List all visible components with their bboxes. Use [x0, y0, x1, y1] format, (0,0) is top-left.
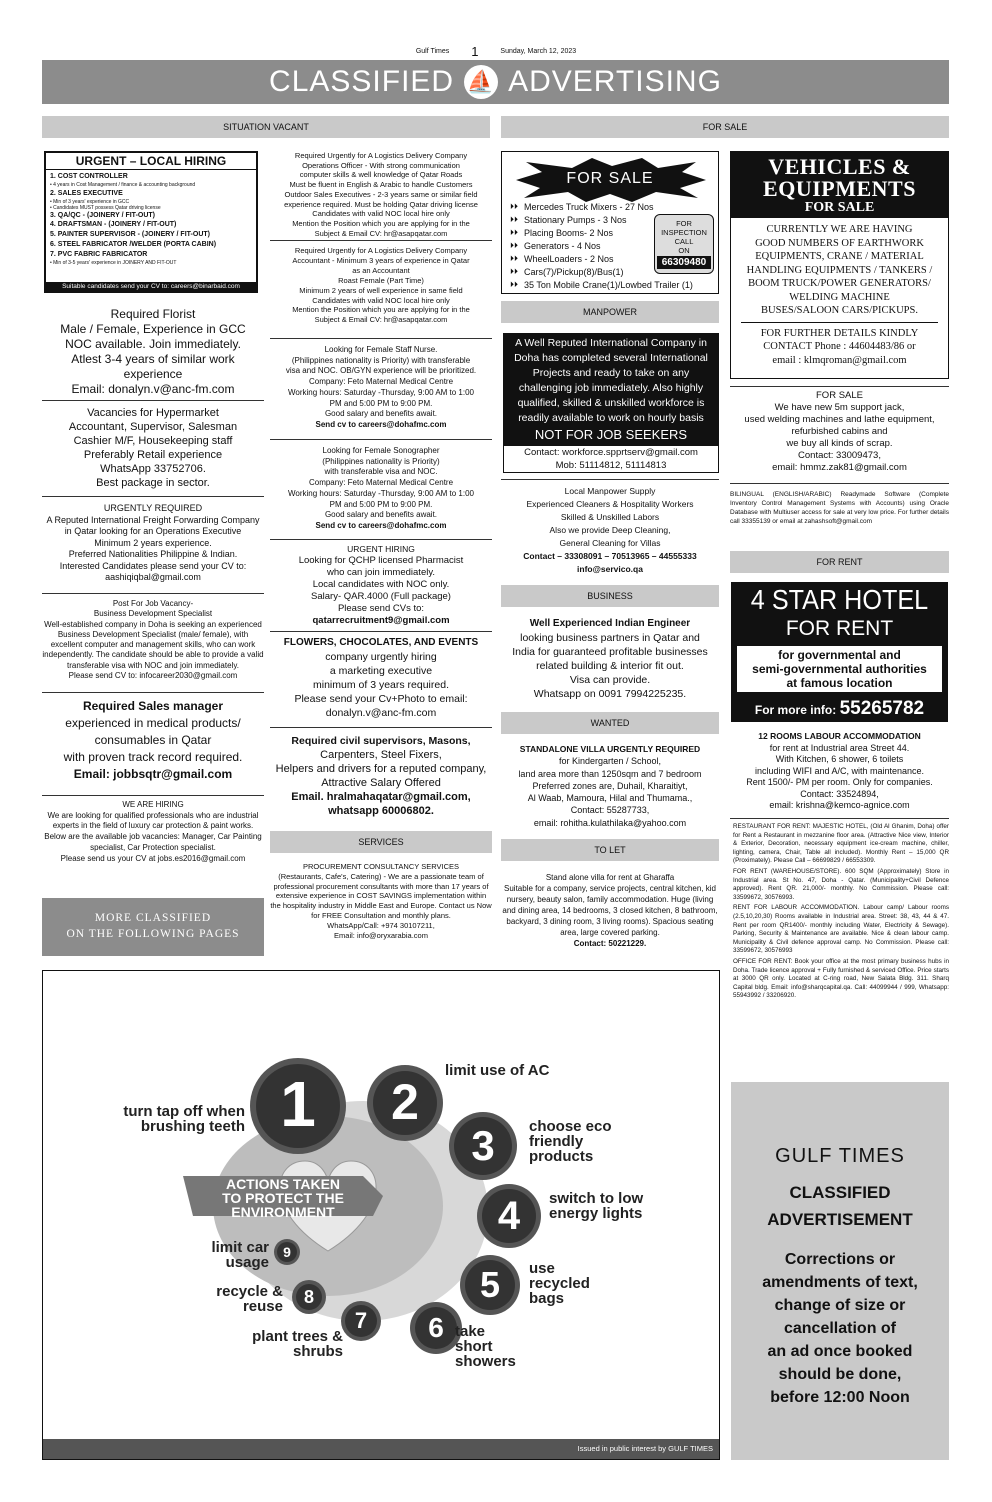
logistics-ad-1: [270, 151, 492, 238]
ad-line: qualified, skilled & unskilled workforce is: [517, 397, 705, 409]
ad-line: Preferably Retail experience: [83, 449, 223, 461]
ad-line: Please send your Cv+Photo to email:: [294, 693, 468, 705]
ad-email: email: rohitha.kulathilaka@yahoo.com: [533, 817, 687, 828]
sale-item: ⏵⏵ WheelLoaders - 2 Nos: [510, 253, 614, 264]
ad-line: Company: Feto Maternal Medical Centre: [308, 478, 454, 488]
ad-line: Projects and ready to take on any: [532, 367, 690, 379]
pharmacist-ad: [270, 543, 492, 627]
ad-line: Good salary and benefits await.: [324, 409, 438, 419]
ad-title: Stand alone villa for rent at Gharaffa: [545, 873, 675, 882]
action-label: recycle & reuse: [216, 1283, 283, 1315]
ad-line: (Philippines nationality is Priority): [322, 456, 440, 466]
notice-line: should be done,: [778, 1366, 902, 1383]
ad-email: Please send CV to: infocareer2030@gmail.com: [68, 671, 238, 681]
ad-line: Working hours: Saturday -Thursday, 9:00 AM to 1:00: [287, 387, 475, 397]
ad-line: Must be fluent in English & Arabic to handle Customers: [289, 180, 473, 190]
villa-wanted-ad: [501, 743, 719, 829]
urgent-hiring-ad: [44, 151, 258, 293]
sale-item: ⏵⏵ 35 Ton Mobile Crane(1)/Lowbed Trailer (1): [510, 279, 693, 290]
for-sale-title: FOR SALE: [566, 170, 654, 187]
vehicles-ad: [730, 151, 949, 379]
banner-title-left: CLASSIFIED: [269, 65, 455, 98]
hotel-subtitle: FOR RENT: [785, 617, 894, 640]
action-number: 4: [497, 1194, 521, 1238]
job-note: • Candidates MUST possess Qatar driving license: [50, 204, 161, 211]
ad-line: with proven track record required.: [63, 750, 243, 764]
ad-line: (Philippines nationality is Priority) with transferable: [291, 355, 471, 365]
callout-line: INSPECTION: [661, 228, 707, 237]
sale-item: ⏵⏵ Generators - 4 Nos: [510, 240, 601, 251]
ad-line: FOR FURTHER DETAILS KINDLY: [760, 327, 919, 339]
gulf-times-notice: [731, 1082, 949, 1460]
ad-line: GOOD NUMBERS OF EARTHWORK: [755, 237, 924, 249]
ad-email: Send cv to careers@dohafmc.com: [315, 520, 447, 530]
ad-line: used welding machines and lathe equipment,: [744, 414, 935, 425]
action-label: limit use of AC: [445, 1062, 550, 1079]
ad-title: Required Florist: [110, 307, 196, 321]
ad-email: email: krishna@kemco-agnice.com: [769, 800, 910, 810]
ad-line: Contact – 33308091 – 70513965 – 44555333: [523, 551, 697, 561]
job-note: • Min of 3-5 years' experience in JOINERY AND FIT-OUT: [50, 259, 177, 266]
we-are-hiring-ad: [42, 800, 264, 864]
notice-line: before 12:00 Noon: [770, 1389, 910, 1406]
ad-line: company urgently hiring: [325, 651, 437, 663]
sales-manager-ad: [42, 698, 264, 783]
to-let-ad: [501, 872, 719, 949]
ad-line: Accountant, Supervisor, Salesman: [68, 421, 238, 433]
ad-line: experience required. Must be holding Qatar driving license: [284, 199, 478, 209]
action-number: 8: [303, 1287, 314, 1307]
ad-line: experienced in medical products/: [65, 716, 241, 730]
ad-line: Also we provide Deep Cleaning,: [549, 525, 671, 535]
ad-line: CONTACT Phone : 44604483/86 or: [763, 341, 916, 352]
job-item: 3. QA/QC - (JOINERY / FIT-OUT): [50, 211, 156, 219]
ad-line: PM and 5:00 PM to 9:00 PM.: [329, 499, 433, 509]
ad-line: semi-governmental authorities: [752, 662, 927, 676]
section-for-sale: FOR SALE: [501, 116, 949, 138]
labour-accom-ad: [730, 731, 949, 812]
section-services: SERVICES: [270, 831, 492, 853]
environment-center-title: [193, 1177, 373, 1219]
center-line: TO PROTECT THE: [222, 1190, 344, 1206]
inspection-phone: 66309480: [657, 256, 711, 269]
vehicles-title: VEHICLES &: [768, 154, 911, 179]
ad-line: whatsapp 60006802.: [328, 805, 434, 817]
ad-email: email : klmqroman@gmail.com: [772, 354, 907, 366]
job-item: 6. STEEL FABRICATOR /WELDER (PORTA CABIN): [50, 240, 217, 248]
ad-title: 12 ROOMS LABOUR ACCOMMODATION: [758, 731, 921, 741]
ad-title: Well Experienced Indian Engineer: [529, 618, 691, 629]
paper-name: Gulf Times: [415, 48, 450, 56]
notice-title: GULF TIMES: [775, 1145, 905, 1167]
ad-line: Mob: 51114812, 51114813: [555, 460, 667, 471]
ad-email: Contact: workforce.spprtserv@gmail.com: [524, 447, 698, 458]
rent-small-ad: RESTAURANT FOR RENT: MAJESTIC HOTEL, (Old Al Ghanim, Doha) offer for Rent a Restaurant in mezzanine floor area. (Attractive Nice view, Interior & Exterior, Decoration, necessary equipment ice-cream machine, chiller, lighting, camera, Chair, Table all included). Monthly Rent – 15,000 QR (Proximately). Please Call – 66699829 / 66553309.: [733, 823, 949, 865]
action-number: 5: [479, 1264, 501, 1305]
action-number: 1: [280, 1068, 316, 1140]
ad-line: Company: Feto Maternal Medical Centre: [308, 377, 454, 387]
ad-line: With Kitchen, 6 shower, 6 toilets: [775, 754, 904, 764]
ad-line: HANDLING EQUIPMENTS / TANKERS /: [746, 264, 933, 276]
ad-title: URGENT HIRING: [347, 544, 415, 554]
action-label: limit car usage: [211, 1239, 269, 1271]
ad-line: with transferable visa and NOC.: [324, 467, 438, 477]
dhow-logo-icon: ⛵: [464, 65, 498, 99]
ad-title: Local Manpower Supply: [564, 486, 656, 496]
for-sale-starburst: [512, 158, 708, 202]
ad-line: Contact: 33524894,: [800, 788, 879, 799]
ad-line: visa and NOC. OB/GYN experience will be prioritized.: [285, 366, 477, 376]
ad-line: land area more than 1250sqm and 7 bedroom: [518, 768, 702, 779]
ad-line: Interested Candidates please send your CV to:: [59, 560, 247, 571]
ad-line: Good salary and benefits await.: [324, 510, 438, 520]
callout-line: FOR: [676, 219, 692, 228]
ad-email: Please send us your CV at jobs.es2016@gmail.com: [60, 853, 246, 863]
ad-line: Salary- QAR.4000 (Full package): [311, 591, 451, 602]
ad-line: NOT FOR JOB SEEKERS: [534, 427, 688, 442]
ad-email: qatarrecruitment9@gmail.com: [312, 615, 450, 626]
more-classified-line: MORE CLASSIFIED: [94, 912, 212, 924]
florist-ad: [42, 307, 264, 397]
ad-line: Please send CVs to:: [337, 603, 425, 614]
ad-email: Subject & Email CV: hr@asapqatar.com: [314, 315, 448, 325]
more-classified-box: [42, 898, 264, 956]
ad-body: Well-established company in Doha is seeking an experienced Business Development Specialist (male/ female), with excellent computer and management skills, who can work independently. The candidate should be able to provide a valid transferable visa with NOC and join immediately.: [42, 619, 264, 670]
sale-item: ⏵⏵ Stationary Pumps - 3 Nos: [510, 214, 627, 225]
page-number: 1: [471, 44, 479, 59]
ad-line: challenging job immediately. Also highly: [518, 382, 704, 394]
center-line: ACTIONS TAKEN: [225, 1176, 341, 1192]
procurement-ad: [270, 862, 492, 940]
ad-title: STANDALONE VILLA URGENTLY REQUIRED: [519, 744, 701, 754]
ad-line: General Cleaning for Villas: [559, 538, 661, 548]
ad-email: Email: donalyn.v@anc-fm.com: [71, 382, 235, 396]
ad-line: We have new 5m support jack,: [774, 402, 905, 413]
ad-line: BUSES/SALOON CARS/PICKUPS.: [761, 305, 918, 316]
ad-line: Experienced Cleaners & Hospitality Workers: [526, 499, 694, 509]
ad-line: Required Urgently for A Logistics Delivery Company: [294, 246, 468, 255]
ad-line: at famous location: [786, 676, 893, 690]
vehicles-subtitle: FOR SALE: [804, 200, 875, 215]
ad-line: Accountant - Minimum 3 years of experience in Qatar: [292, 255, 470, 265]
ad-title: Post For Job Vacancy-: [112, 599, 194, 608]
ad-line: related building & interior fit out.: [536, 660, 684, 672]
job-item: 2. SALES EXECUTIVE: [50, 189, 123, 197]
environment-ad: [42, 970, 720, 1460]
ad-line: NOC available. Join immediately.: [65, 337, 241, 351]
notice-line: amendments of text,: [762, 1274, 918, 1291]
ad-line: Working hours: Saturday -Thursday, 9:00 AM to 1:00: [287, 488, 475, 498]
center-line: ENVIRONMENT: [231, 1204, 335, 1220]
more-classified-line: ON THE FOLLOWING PAGES: [66, 928, 240, 940]
ad-title: Looking for Female Sonographer: [322, 446, 440, 455]
ad-line: Cashier M/F, Housekeeping staff: [73, 435, 233, 447]
job-item: 1. COST CONTROLLER: [50, 173, 128, 180]
ad-line: Operations Officer - With strong communication: [302, 160, 460, 170]
ad-line: PM and 5:00 PM to 9:00 PM.: [329, 398, 433, 408]
sale-item: ⏵⏵ Cars(7)/Pickup(8)/Bus(1): [510, 266, 624, 277]
ad-line: A Reputed International Freight Forwarding Company: [46, 514, 260, 525]
ad-line: Looking for QCHP licensed Pharmacist: [298, 555, 464, 566]
sale-item: ⏵⏵ Mercedes Truck Mixers - 27 Nos: [510, 201, 654, 212]
vehicles-title: EQUIPMENTS: [763, 176, 916, 201]
action-label: switch to low energy lights: [549, 1190, 644, 1222]
ad-title: WE ARE HIRING: [122, 800, 184, 809]
ad-title: FLOWERS, CHOCOLATES, AND EVENTS: [283, 637, 479, 648]
ad-line: Helpers and drivers for a reputed company,: [275, 763, 487, 775]
environment-footer: Issued in public interest by GULF TIMES: [43, 1439, 719, 1459]
ad-title: Vacancies for Hypermarket: [87, 407, 219, 419]
ad-line: Doha has completed several International: [514, 352, 708, 364]
banner-title-right: ADVERTISING: [508, 65, 722, 98]
ad-line: Best package in sector.: [96, 477, 210, 489]
ad-line: Preferred zones are, Duhail, Kharaitiyt,: [532, 780, 688, 791]
ad-line: for Kindergarten / School,: [558, 756, 662, 767]
ad-line: Candidates with valid NOC local hire only: [312, 209, 450, 219]
ad-line: including WIFI and A/C, with maintenance.: [754, 765, 925, 776]
rent-small-ad: FOR RENT (WAREHOUSE/STORE). 600 SQM (Approximately) Store in Industrial area. St No. 47, Doha - Qatar. (Municipality+Civil Defence approved). Rent QR. 21,000/- monthly. No Commission. Please call: 33599672, 30576993.: [733, 867, 949, 901]
sonographer-ad: [270, 446, 492, 532]
action-label: take short showers: [455, 1323, 516, 1370]
ad-line: Required Urgently for A Logistics Delivery Company: [294, 151, 468, 160]
hotel-ad: [731, 582, 948, 722]
notice-subtitle: CLASSIFIED: [789, 1183, 891, 1202]
section-for-rent: FOR RENT: [730, 551, 949, 573]
hypermarket-ad: [42, 406, 264, 490]
ad-line: as an Accountant: [352, 265, 410, 275]
ad-email: email: hmmz.zak81@gmail.com: [772, 462, 907, 473]
notice-line: change of size or: [774, 1297, 906, 1314]
ad-line: Local candidates with NOC only.: [312, 579, 450, 590]
ad-email: Email: jobbsqtr@gmail.com: [73, 767, 233, 781]
rent-small-ad: RENT FOR LABOUR ACCOMMODATION. Labour camp/ Labour rooms (2.5,10,20,30) Rooms available in Industrial area. Street: 38, 43, 44 & 47. Rent per room QR1400/- monthly including Water, Electricity & Sewage). Parking, Security & Maintenance are available. Nice & clean labour camp. Municipality & Civil defence approval camp. No Commission. Please call: 33599672, 30576993: [733, 904, 949, 955]
ad-email: Send cv to careers@dohafmc.com: [315, 419, 447, 429]
ad-line: WhatsApp 33752706.: [100, 463, 206, 475]
action-label: turn tap off when brushing teeth: [123, 1103, 245, 1135]
job-note: • Min of 3 years' experience in GCC: [50, 198, 130, 205]
ad-line: Roast Female (Part Time): [338, 275, 424, 285]
ad-email: Email. hralmahaqatar@gmail.com,: [291, 791, 471, 803]
notice-subtitle: ADVERTISEMENT: [767, 1210, 913, 1229]
ad-email: donalyn.v@anc-fm.com: [325, 707, 437, 719]
freight-ad: [42, 503, 264, 584]
ad-title: Required civil supervisors, Masons,: [291, 735, 471, 747]
ad-line: looking business partners in Qatar and: [520, 632, 700, 644]
ad-line: Preferred Nationalities Philippine & Indian.: [68, 549, 238, 559]
ad-line: India for guaranteed profitable businesses: [512, 646, 708, 658]
action-label: plant trees & shrubs: [252, 1328, 343, 1360]
ad-line: for rent at Industrial area Street 44.: [769, 742, 910, 753]
callout-line: CALL: [674, 237, 694, 246]
urgent-hiring-footer: Suitable candidates send your CV to: careers@binarbaid.com: [46, 282, 256, 291]
manpower-ad: [503, 333, 719, 473]
action-number: 2: [391, 1074, 419, 1130]
action-number: 3: [471, 1122, 495, 1169]
engineer-ad: [501, 617, 719, 701]
flowers-ad: [270, 636, 492, 720]
ad-title: PROCUREMENT CONSULTANCY SERVICES: [302, 862, 459, 871]
ad-line: BOOM TRUCK/POWER GENERATORS/: [748, 278, 931, 289]
nurse-ad: [270, 345, 492, 431]
inspection-callout: [654, 214, 714, 274]
ad-line: who can join immediately.: [326, 567, 436, 578]
ad-line: Atlest 3-4 years of similar work experience: [71, 352, 235, 381]
ad-line: consumables in Qatar: [94, 733, 212, 747]
ad-line: Mention the Position which you are applying for in the: [292, 218, 470, 228]
ad-line: refurbished cabins and: [791, 426, 888, 437]
for-sale-ad: [501, 151, 719, 294]
ad-line: readily available to work on hourly basis: [518, 412, 704, 424]
ad-line: Minimum 2 years experience.: [94, 537, 212, 548]
ad-line: Whatsapp on 0091 7994225235.: [533, 688, 687, 700]
ad-line: WELDING MACHINE: [789, 291, 890, 303]
ad-line: computer skills & well knowledge of Qatar Roads: [299, 170, 463, 180]
ad-line: Minimum 2 years of well experience in same field: [299, 285, 463, 295]
job-item: 5. PAINTER SUPERVISOR - (JOINERY / FIT-OUT): [50, 231, 210, 239]
ad-line: Male / Female, Experience in GCC: [60, 322, 246, 336]
ad-title: Looking for Female Staff Nurse.: [324, 345, 438, 354]
section-wanted: WANTED: [501, 712, 719, 734]
local-manpower-ad: [501, 485, 719, 576]
ad-line: Visa can provide.: [569, 674, 651, 686]
ad-line: Mention the Position which you are applying for in the: [292, 305, 470, 315]
ad-line: in Qatar looking for an Operations Executive: [64, 526, 242, 536]
classified-banner: [42, 60, 949, 104]
ad-line: Business Development Specialist: [93, 609, 213, 619]
ad-body: We are looking for qualified professionals who are industrial experts in the field of luxury car protection & paint works. Below are the available job vacancies: Manager, Car Painting specialist, Car Protection specialist.: [44, 810, 262, 852]
ad-line: minimum of 3 years required.: [313, 679, 449, 691]
ad-title: Required Sales manager: [82, 699, 224, 713]
job-note: • 4 years in Cost Management / finance & accounting background: [50, 181, 196, 188]
ad-line: Contact: 50221229.: [573, 939, 647, 948]
ad-title: FOR SALE: [816, 390, 863, 401]
civil-ad: [270, 734, 492, 818]
ad-line: WhatsApp/Call: +974 30107211,: [327, 920, 435, 930]
ad-email: aashiqiqbal@gmail.com: [105, 572, 201, 582]
notice-line: cancellation of: [783, 1320, 897, 1337]
hotel-phone: 55265782: [839, 698, 925, 719]
ad-line: Contact: 55287733,: [570, 805, 650, 816]
bilingual-ad: BILINGUAL (ENGLISH/ARABIC) Readymade Software (Complete Inventory Control Management Systems with Accounts) using Oracle Database with Multiuser access for sale at very low price. For further details call 33355139 or email at zahashsoft@gmail.com: [730, 491, 949, 525]
action-number: 6: [428, 1312, 444, 1343]
hotel-info-box: [737, 646, 942, 692]
ad-line: Contact: 33009473,: [798, 450, 881, 461]
hotel-title: 4 STAR HOTEL: [750, 584, 929, 615]
ad-line: Outdoor Sales Executives - 2-3 years same or similar field: [284, 189, 478, 199]
section-manpower: MANPOWER: [501, 301, 719, 323]
jack-sale-ad: [730, 390, 949, 474]
ad-line: EQUIPMENTS, CRANE / MATERIAL: [755, 251, 924, 262]
ad-title: URGENTLY REQUIRED: [103, 503, 203, 513]
ad-line: Candidates with valid NOC local hire only: [312, 295, 450, 305]
ad-line: A Well Reputed International Company in: [515, 337, 707, 349]
action-label: choose eco friendly products: [529, 1118, 612, 1165]
section-situation-vacant: SITUATION VACANT: [42, 116, 490, 138]
ad-email: Email: info@oryxarabia.com: [334, 930, 428, 940]
urgent-hiring-title: URGENT – LOCAL HIRING: [46, 153, 256, 170]
ad-email: info@servico.qa: [577, 564, 643, 574]
ad-line: Rent 1500/- PM per room. Only for companies.: [746, 777, 933, 787]
job-item: 7. PVC FABRIC FABRICATOR: [50, 250, 148, 258]
ad-line: we buy all kinds of scrap.: [786, 438, 893, 449]
issue-date: Sunday, March 12, 2023: [500, 48, 577, 56]
ad-email: Subject & Email CV: hr@asapqatar.com: [314, 228, 448, 238]
hotel-more-info: For more info:: [754, 703, 837, 717]
biz-dev-ad: [42, 599, 264, 681]
ad-line: Carpenters, Steel Fixers,: [320, 749, 442, 761]
action-number: 7: [354, 1308, 368, 1333]
ad-line: a marketing executive: [329, 665, 433, 677]
section-to-let: TO LET: [501, 839, 719, 861]
section-business: BUSINESS: [501, 585, 719, 607]
page-header: [0, 44, 992, 59]
ad-line: for governmental and: [778, 648, 901, 662]
sale-item: ⏵⏵ Placing Booms- 2 Nos: [510, 227, 614, 238]
job-item: 4. DRAFTSMAN - (JOINERY / FIT-OUT): [50, 221, 177, 229]
ad-body: (Restaurants, Cafe's, Catering) - We are a passionate team of professional procurement consultants with more than 17 years of extensive experience in COST SAVINGS implementation within the hospitality industry in Middle East and Europe. Contact us Now for FREE Consultation and monthly plans.: [270, 871, 492, 920]
logistics-ad-2: [270, 246, 492, 325]
ad-line: Attractive Salary Offered: [321, 777, 441, 789]
rent-small-ad: OFFICE FOR RENT: Book your office at the most primary business hubs in Doha. Trade licence approval + Fully furnished & serviced Office. Price starts at 3000 QR only. Located at C-ring road, New Salata Bldg. 311. Sharq Capital bldg. Email: info@sharqcapital.qa. Call: 44099944 / 999, Whatsapp: 55943992 / 33206920.: [733, 957, 949, 1000]
notice-line: Corrections or: [784, 1251, 896, 1268]
action-number: 9: [283, 1244, 291, 1260]
callout-line: ON: [678, 246, 690, 255]
action-label: use recycled bags: [529, 1260, 590, 1307]
rent-small-ads: [733, 823, 949, 1001]
ad-line: Al Waab, Mamoura, Hilal and Thumama.,: [527, 793, 693, 804]
notice-line: an ad once booked: [767, 1343, 913, 1360]
ad-body: Suitable for a company, service projects, central kitchen, kid nursery, beauty salon, family accommodation. Huge (living and dining area, 14 bedrooms, 3 closed kitchen, 8 bathroom, backyard, 3 dining room, 3 living rooms). Spacious seating area, large covered parking.: [502, 884, 718, 937]
ad-line: Skilled & Unskilled Labors: [560, 512, 660, 522]
ad-line: CURRENTLY WE ARE HAVING: [766, 224, 913, 235]
